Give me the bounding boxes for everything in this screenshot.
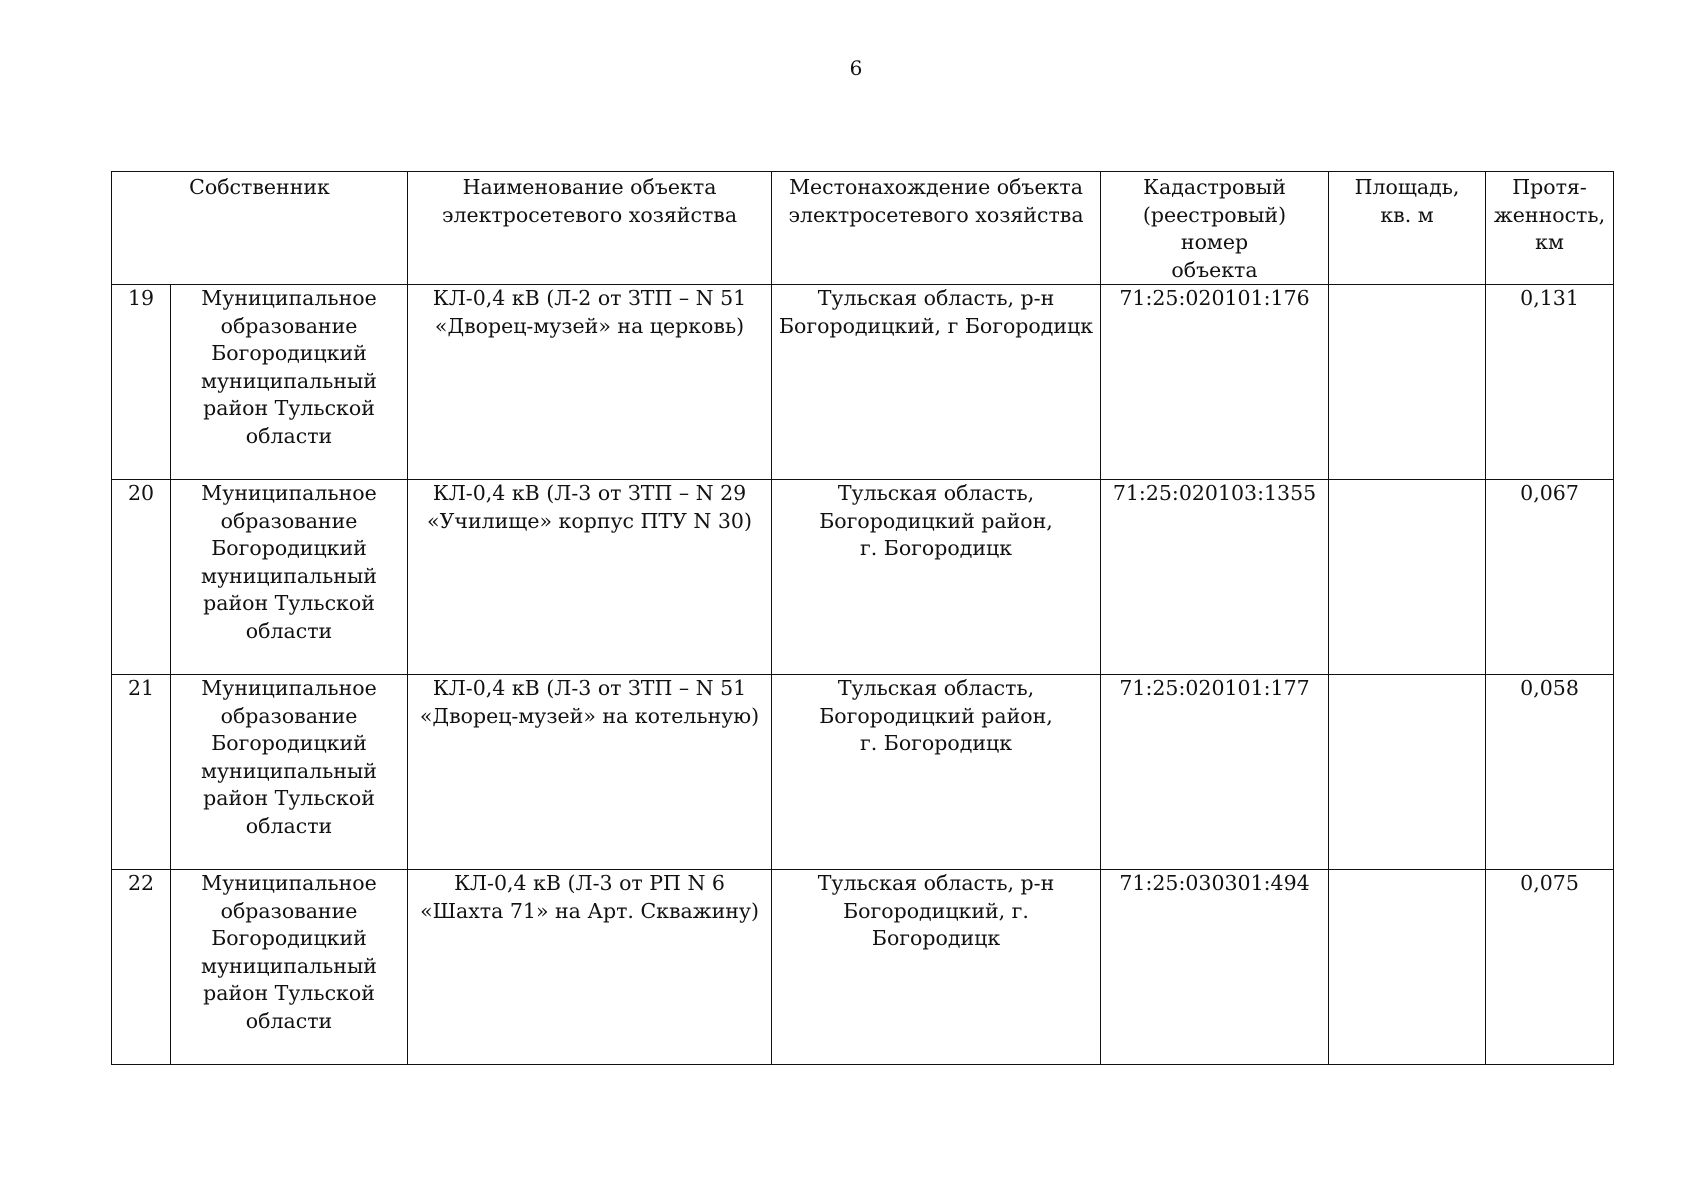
owner-cell	[171, 480, 408, 675]
object-name-line: «Дворец-музей» на котельную)	[419, 703, 760, 728]
length-cell: 0,075	[1486, 870, 1614, 1065]
row-number: 22	[112, 870, 171, 1065]
header-cadastral-line: (реестровый) номер	[1142, 202, 1287, 254]
object-name-line: «Училище» корпус ПТУ N 30)	[427, 508, 752, 533]
owner-cell	[171, 870, 408, 1065]
owner-line: муниципальный	[201, 758, 377, 783]
location-line: г. Богородицк	[860, 536, 1013, 560]
owner-line: области	[245, 1008, 333, 1033]
cadastral-number-cell: 71:25:020103:1355	[1101, 480, 1329, 675]
header-length-line: женность,	[1493, 202, 1606, 227]
length-cell: 0,131	[1486, 285, 1614, 480]
owner-line: Богородицкий	[211, 536, 367, 560]
header-area	[1329, 172, 1486, 285]
object-name-line: КЛ-0,4 кВ (Л-2 от ЗТП – N 51	[432, 286, 747, 310]
cadastral-number-cell: 71:25:030301:494	[1101, 870, 1329, 1065]
location-line: г. Богородицк	[860, 731, 1013, 755]
header-location-line: электросетевого хозяйства	[788, 202, 1084, 227]
owner-line: области	[245, 423, 333, 448]
header-object-name-line: электросетевого хозяйства	[441, 202, 738, 227]
header-cadastral-line: Кадастровый	[1143, 175, 1286, 199]
header-area-line: кв. м	[1380, 202, 1434, 227]
row-number: 19	[112, 285, 171, 480]
area-cell	[1329, 480, 1486, 675]
owner-line: район Тульской	[203, 396, 375, 420]
location-line: Богородицкий район,	[819, 703, 1053, 728]
object-name-line: КЛ-0,4 кВ (Л-3 от ЗТП – N 51	[432, 676, 747, 700]
header-length	[1486, 172, 1614, 285]
location-line: Тульская область, р-н	[817, 286, 1055, 310]
owner-line: муниципальный	[201, 953, 377, 978]
header-location	[772, 172, 1101, 285]
owner-line: Муниципальное	[201, 871, 377, 895]
page-number: 6	[849, 56, 863, 80]
owner-line: район Тульской	[203, 981, 375, 1005]
owner-line: Богородицкий	[211, 341, 367, 365]
area-cell	[1329, 675, 1486, 870]
owner-line: муниципальный	[201, 368, 377, 393]
owner-line: образование	[220, 898, 358, 923]
location-line: Тульская область, р-н	[817, 871, 1055, 895]
row-number: 20	[112, 480, 171, 675]
owner-line: Муниципальное	[201, 286, 377, 310]
header-area-line: Площадь,	[1354, 175, 1460, 199]
owner-line: Богородицкий	[211, 926, 367, 950]
header-length-line: км	[1535, 230, 1564, 254]
location-line: Тульская область,	[837, 481, 1035, 505]
object-name-cell	[408, 480, 772, 675]
location-line: Тульская область,	[837, 676, 1035, 700]
header-cadastral-number	[1101, 172, 1329, 285]
row-number: 21	[112, 675, 171, 870]
header-location-line: Местонахождение объекта	[789, 175, 1083, 199]
table-row	[112, 480, 1614, 675]
cadastral-number-cell: 71:25:020101:177	[1101, 675, 1329, 870]
owner-line: образование	[220, 313, 358, 338]
owner-line: образование	[220, 508, 358, 533]
area-cell	[1329, 285, 1486, 480]
location-line: Богородицкий, г. Богородицк	[843, 898, 1029, 950]
object-name-line: КЛ-0,4 кВ (Л-3 от ЗТП – N 29	[432, 481, 747, 505]
table-header-row	[112, 172, 1614, 285]
location-line: Богородицкий район,	[819, 508, 1053, 533]
header-object-name-line: Наименование объекта	[462, 175, 717, 199]
owner-line: области	[245, 618, 333, 643]
area-cell	[1329, 870, 1486, 1065]
header-owner: Собственник	[112, 172, 408, 285]
location-cell	[772, 675, 1101, 870]
object-name-line: КЛ-0,4 кВ (Л-3 от РП N 6	[454, 871, 725, 895]
electric-grid-objects-table	[111, 171, 1614, 1065]
object-name-cell	[408, 285, 772, 480]
object-name-line: «Шахта 71» на Арт. Скважину)	[420, 898, 759, 923]
owner-line: Муниципальное	[201, 481, 377, 505]
owner-line: области	[245, 813, 333, 838]
length-cell: 0,067	[1486, 480, 1614, 675]
owner-line: Богородицкий	[211, 731, 367, 755]
location-cell	[772, 870, 1101, 1065]
owner-cell	[171, 285, 408, 480]
header-object-name	[408, 172, 772, 285]
length-cell: 0,058	[1486, 675, 1614, 870]
owner-line: район Тульской	[203, 591, 375, 615]
table-row	[112, 675, 1614, 870]
object-name-cell	[408, 870, 772, 1065]
location-cell	[772, 480, 1101, 675]
owner-cell	[171, 675, 408, 870]
header-cadastral-line: объекта	[1171, 257, 1258, 282]
owner-line: Муниципальное	[201, 676, 377, 700]
object-name-cell	[408, 675, 772, 870]
owner-line: образование	[220, 703, 358, 728]
owner-line: муниципальный	[201, 563, 377, 588]
object-name-line: «Дворец-музей» на церковь)	[434, 313, 745, 338]
cadastral-number-cell: 71:25:020101:176	[1101, 285, 1329, 480]
location-line: Богородицкий, г Богородицк	[778, 313, 1094, 338]
table-row	[112, 870, 1614, 1065]
table-row	[112, 285, 1614, 480]
header-length-line: Протя-	[1512, 175, 1587, 199]
location-cell	[772, 285, 1101, 480]
owner-line: район Тульской	[203, 786, 375, 810]
